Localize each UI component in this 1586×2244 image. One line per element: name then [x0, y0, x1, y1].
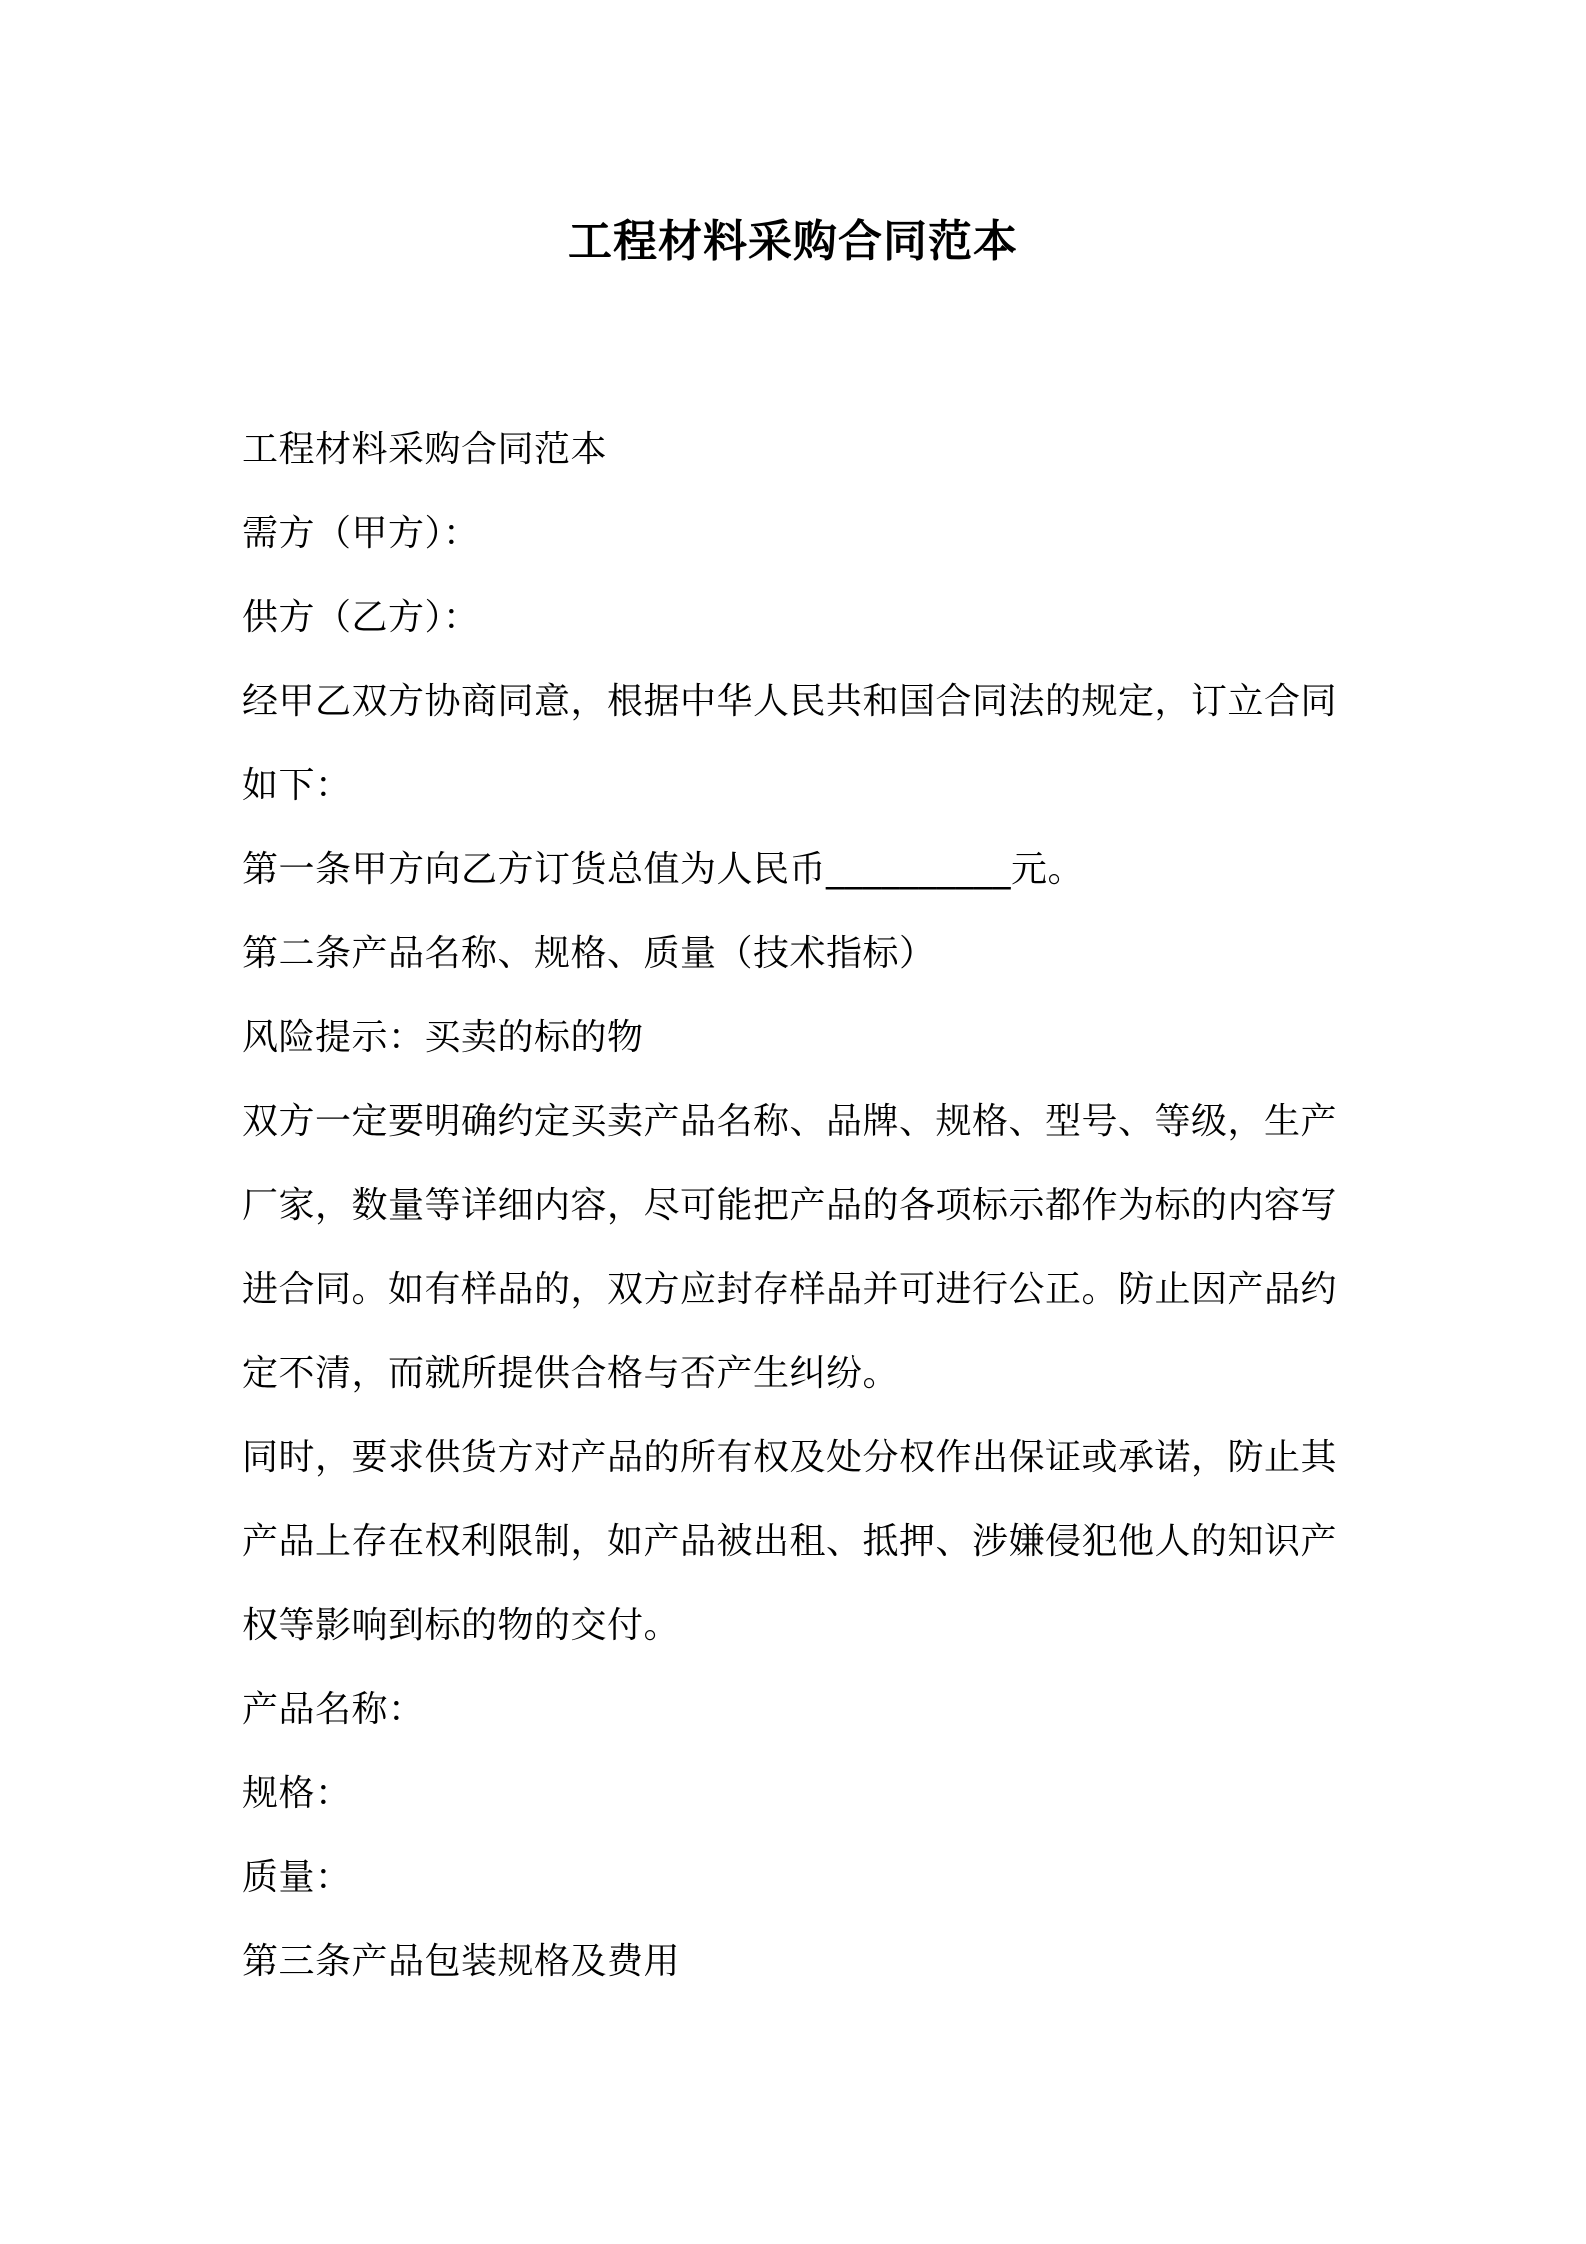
paragraph-line: 权等影响到标的物的交付。 [242, 1605, 681, 1646]
document-body [242, 408, 1362, 2004]
paragraph-line: 第三条产品包装规格及费用 [242, 1941, 681, 1982]
document-title: 工程材料采购合同范本 [568, 216, 1018, 267]
paragraph-line: 产品名称： [242, 1689, 425, 1730]
paragraph-line: 进合同。如有样品的，双方应封存样品并可进行公正。防止因产品约 [242, 1269, 1338, 1310]
paragraph-line: 需方（甲方）： [242, 513, 480, 554]
paragraph-line: 供方（乙方）： [242, 597, 480, 638]
paragraph-line: 双方一定要明确约定买卖产品名称、品牌、规格、型号、等级，生产 [242, 1101, 1338, 1142]
paragraph-line: 第一条甲方向乙方订货总值为人民币__________元。 [242, 849, 1085, 890]
paragraph-line: 规格： [242, 1773, 352, 1814]
paragraph-line: 厂家，数量等详细内容，尽可能把产品的各项标示都作为标的内容写 [242, 1185, 1338, 1226]
paragraph-line: 风险提示：买卖的标的物 [242, 1017, 644, 1058]
paragraph-line: 第二条产品名称、规格、质量（技术指标） [242, 933, 936, 974]
paragraph-line: 工程材料采购合同范本 [242, 429, 608, 470]
paragraph-line: 产品上存在权利限制，如产品被出租、抵押、涉嫌侵犯他人的知识产 [242, 1521, 1338, 1562]
paragraph-line: 质量： [242, 1857, 352, 1898]
paragraph-line: 经甲乙双方协商同意，根据中华人民共和国合同法的规定，订立合同 [242, 681, 1338, 722]
paragraph-line: 如下： [242, 765, 352, 806]
paragraph-line: 同时，要求供货方对产品的所有权及处分权作出保证或承诺，防止其 [242, 1437, 1338, 1478]
paragraph-line: 定不清，而就所提供合格与否产生纠纷。 [242, 1353, 900, 1394]
